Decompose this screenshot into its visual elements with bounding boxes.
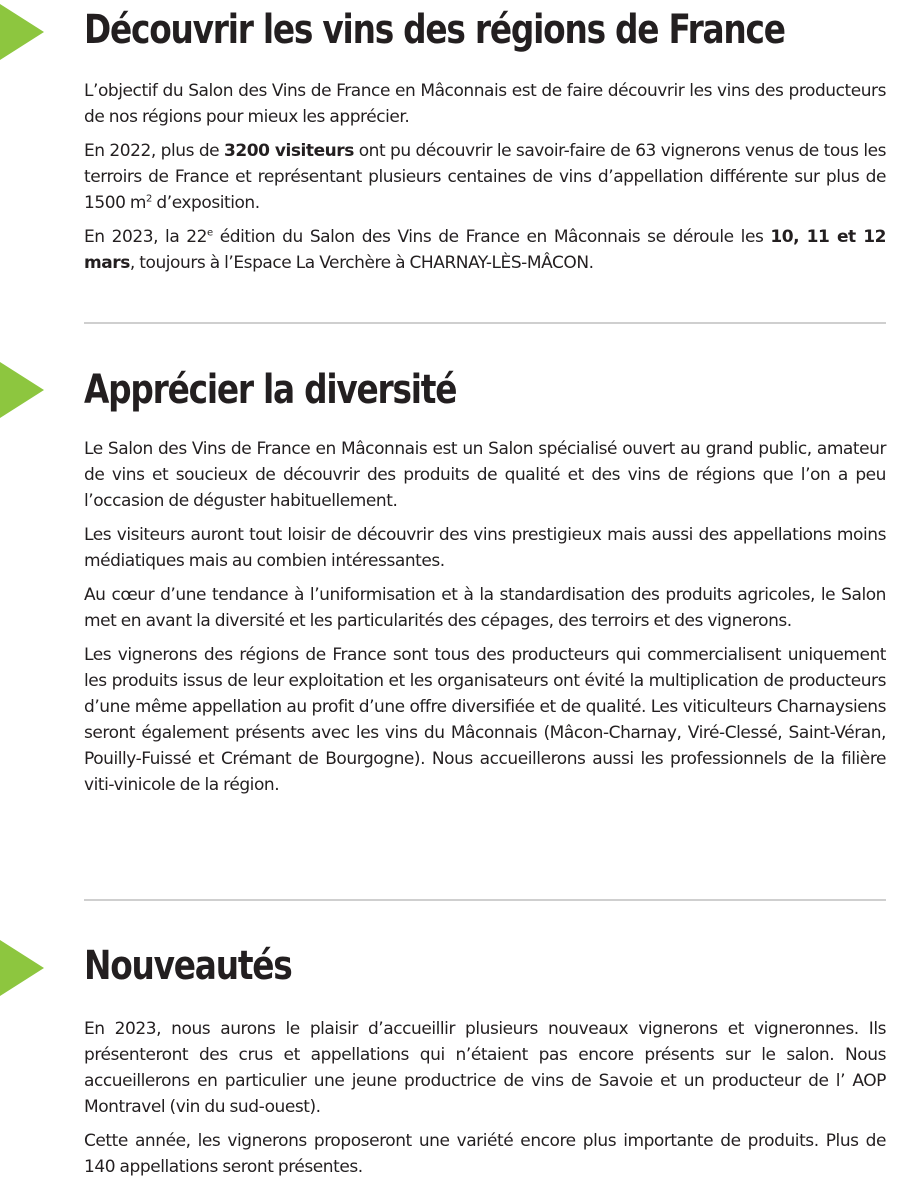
section-body-discover: [84, 78, 886, 284]
section-body-news: [84, 1016, 886, 1188]
paragraph: L’objectif du Salon des Vins de France en Mâconnais est de faire découvrir les vins des producteurs de nos régions pour mieux les apprécier.: [84, 81, 886, 127]
paragraph: En 2023, la 22e édition du Salon des Vins de France en Mâconnais se déroule les 10, 11 et 12 mars, toujours à l’Espace La Verchère à CHARNAY-LÈS-MÂCON.: [84, 227, 886, 273]
paragraph: En 2022, plus de 3200 visiteurs ont pu découvrir le savoir-faire de 63 vignerons venus de tous les terroirs de France et représentant plusieurs centaines de vins d’appellation différente sur plus de 1500 $m^2$ d’exposition.: [84, 141, 887, 213]
divider: [84, 899, 886, 901]
section-title-diversity: Apprécier la diversité: [84, 367, 457, 413]
paragraph: Au cœur d’une tendance à l’uniformisation et à la standardisation des produits agricoles, le Salon met en avant la diversité et les particularités des cépages, des terroirs et des vignerons.: [84, 585, 886, 631]
paragraph: Les visiteurs auront tout loisir de découvrir des vins prestigieux mais aussi des appellations moins médiatiques mais au combien intéressantes.: [84, 525, 886, 571]
section-title-news: Nouveautés: [84, 943, 292, 989]
green-arrow-icon: [0, 4, 44, 60]
paragraph: En 2023, nous aurons le plaisir d’accueillir plusieurs nouveaux vignerons et vigneronnes. Ils présenteront des crus et appellations qui n’étaient pas encore présents sur le salon. Nous accueillerons en particulier une jeune productrice de vins de Savoie et un producteur de l’ AOP Montravel (vin du sud-ouest).: [84, 1019, 886, 1117]
green-arrow-icon: [0, 362, 44, 418]
paragraph: Cette année, les vignerons proposeront une variété encore plus importante de produits. Plus de 140 appellations seront présentes.: [84, 1131, 886, 1177]
green-arrow-icon: [0, 940, 44, 996]
paragraph: Les vignerons des régions de France sont tous des producteurs qui commercialisent uniquement les produits issus de leur exploitation et les organisateurs ont évité la multiplication de producteurs d’une même appellation au profit d’une offre diversifiée et de qualité. Les viticulteurs Charnaysiens seront également présents avec les vins du Mâconnais (Mâcon-Charnay, Viré-Clessé, Saint-Véran, Pouilly-Fuissé et Crémant de Bourgogne). Nous accueillerons aussi les professionnels de la filière viti-vinicole de la région.: [84, 645, 886, 795]
paragraph: Le Salon des Vins de France en Mâconnais est un Salon spécialisé ouvert au grand public, amateur de vins et soucieux de découvrir des produits de qualité et des vins de régions que l’on a peu l’occasion de déguster habituellement.: [84, 439, 886, 511]
section-title-discover: Découvrir les vins des régions de France: [84, 7, 785, 53]
section-body-diversity: [84, 436, 886, 806]
event-dates: 10, 11 et 12 mars: [84, 227, 886, 273]
divider: [84, 322, 886, 324]
visitors-count: 3200 visiteurs: [224, 141, 354, 161]
